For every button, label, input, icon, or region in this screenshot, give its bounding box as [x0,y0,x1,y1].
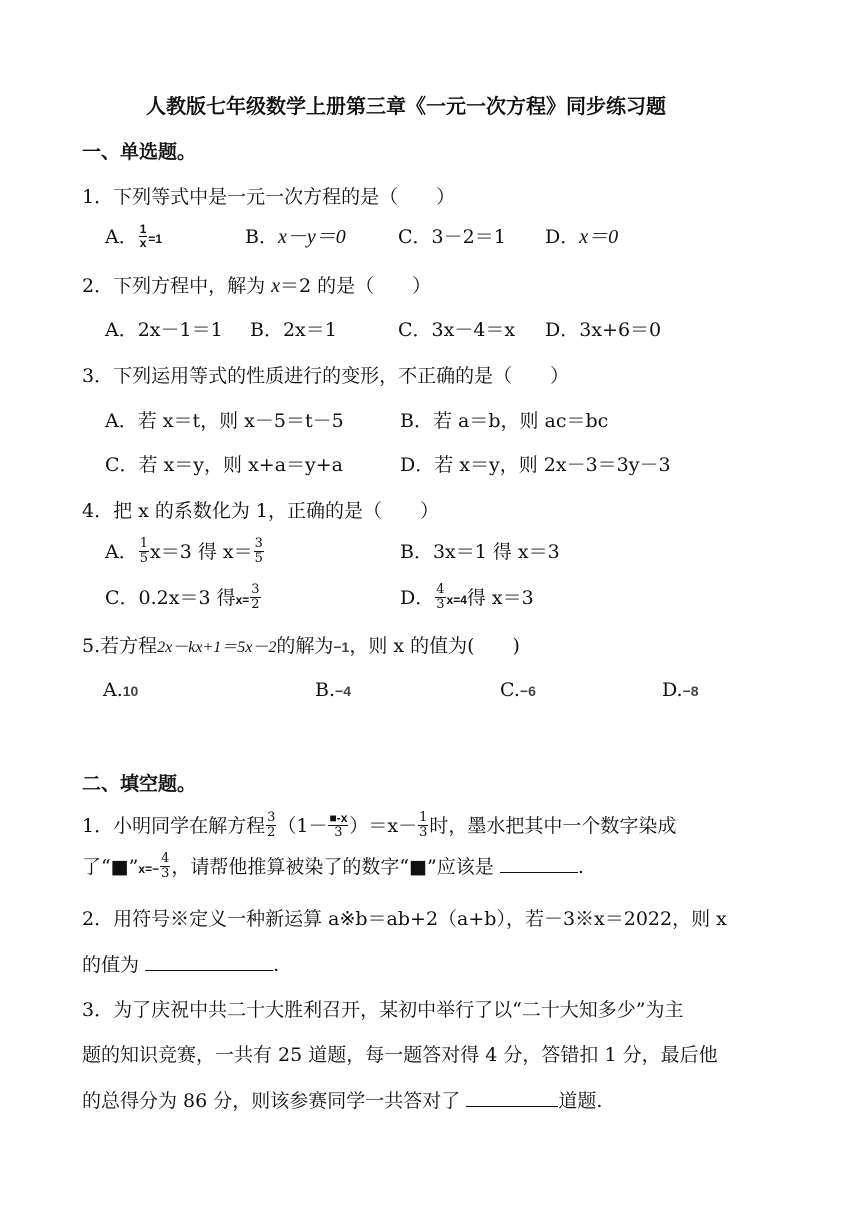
stem-text: 2．下列方程中，解为 [82,275,272,297]
numerator: ■-x [329,810,348,825]
variable: x= [235,593,250,607]
answer-blank[interactable] [466,1086,558,1107]
option-math: x－y＝0 [277,226,346,248]
numerator: 4 [161,850,170,866]
option-label: D. [662,679,683,701]
option-value: 10 [122,683,139,699]
numerator: 1 [419,809,428,825]
denominator: 3 [161,865,170,881]
fill-1-line-2 [82,852,584,883]
question-5-option-c [500,676,536,705]
option-label: B． [245,226,278,248]
fraction [266,811,276,840]
fraction [160,852,170,881]
fraction [254,537,264,566]
question-5-option-a [103,676,138,705]
fraction [250,583,260,612]
denominator: 3 [419,824,428,840]
section-heading-single-choice: 一、单选题。 [82,141,197,163]
question-4-option-b: B．3x＝1 得 x＝3 [400,541,560,563]
numerator: 4 [436,581,445,597]
stem-text: 5.若方程 [82,635,158,657]
fraction [139,223,148,250]
option-text: x＝3 得 x＝ [150,541,253,563]
question-2-option-b: B．2x＝1 [250,319,337,341]
option-value: −4 [335,683,351,699]
question-2-option-c: C．3x－4＝x [398,319,516,341]
fill-2-line-1: 2．用符号※定义一种新运算 a※b＝ab+2（a+b），若－3※x＝2022，则 x [82,908,727,930]
answer-blank[interactable] [500,852,578,873]
question-3-option-a: A．若 x＝t，则 x－5＝t－5 [105,410,344,432]
question-4-option-c [105,581,262,614]
option-value: −6 [519,683,536,699]
ink-fraction [328,811,348,840]
fill-3-line-2: 题的知识竞赛，一共有 25 道题，每一题答对得 4 分，答错扣 1 分，最后他 [82,1044,718,1066]
question-1-option-c: C．3－2＝1 [398,226,506,248]
question-1-option-b [245,223,346,251]
option-label: C．0.2x＝3 得 [105,587,236,609]
numerator: 3 [267,809,276,825]
stem-text: ，请帮他推算被染了的数字“■”应该是 [171,856,494,878]
stem-text: . [577,856,584,878]
question-1-option-d [545,223,618,251]
numerator: 1 [139,221,147,236]
question-5-stem [82,632,520,662]
page-title: 人教版七年级数学上册第三章《一元一次方程》同步练习题 [146,94,666,118]
equation: 2x－kx+1＝5x－2 [157,639,277,656]
variable: x=− [138,862,160,876]
denominator: 3 [334,824,343,840]
question-3-option-b: B．若 a＝b，则 ac＝bc [400,410,609,432]
denominator: x [139,235,147,250]
stem-text: 1．小明同学在解方程 [82,815,266,837]
stem-text: ＝2 的是（ ） [280,275,432,297]
fill-1-line-1 [82,809,677,842]
question-4-option-a [105,535,265,568]
question-1-option-a [105,223,162,253]
stem-text: . [273,954,280,976]
stem-text: 道题. [558,1090,603,1112]
stem-text: 的总得分为 86 分，则该参赛同学一共答对了 [82,1090,461,1112]
stem-text: ）＝x－ [349,815,418,837]
option-label: D． [400,587,435,609]
stem-text: ，则 x 的值为( ) [349,635,520,657]
option-math: x＝0 [579,226,619,248]
question-2-option-a: A．2x－1＝1 [105,319,223,341]
question-3-option-d: D．若 x＝y，则 2x－3＝3y－3 [400,454,671,476]
equation: x=4 [446,593,467,607]
option-label: A． [105,226,138,248]
question-2-stem [82,272,431,300]
numerator: 3 [251,581,260,597]
denominator: 2 [251,596,260,612]
denominator: 5 [254,550,263,566]
numerator: 1 [139,535,149,551]
denominator: 5 [139,550,149,566]
question-3-option-c: C．若 x＝y，则 x+a＝y+a [105,454,344,476]
fraction [435,583,445,612]
stem-text: 了“■” [82,856,139,878]
stem-text: 时，墨水把其中一个数字染成 [429,815,677,837]
stem-text: 的解为 [276,635,334,657]
question-4-stem: 4．把 x 的系数化为 1，正确的是（ ） [82,500,440,522]
option-label: A. [103,679,123,701]
denominator: 2 [267,824,276,840]
equation-tail: =1 [148,232,163,246]
question-2-option-d: D．3x+6＝0 [545,319,662,341]
option-label: A． [105,541,138,563]
numerator: 3 [254,535,263,551]
stem-text: 的值为 [82,954,140,976]
option-label: B. [315,679,336,701]
fill-3-line-1: 3．为了庆祝中共二十大胜利召开，某初中举行了以“二十大知多少”为主 [82,999,684,1021]
fraction [139,537,149,566]
fill-3-line-3 [82,1086,602,1115]
question-4-option-d [400,581,534,614]
denominator: 3 [436,596,445,612]
section-heading-fill-in: 二、填空题。 [82,773,197,795]
option-label: C. [500,679,520,701]
question-1-stem: 1．下列等式中是一元一次方程的是（ ） [82,186,456,208]
fraction [418,811,428,840]
stem-text: （1－ [277,815,328,837]
answer-blank[interactable] [145,950,273,971]
root-value: −1 [333,639,350,655]
question-3-stem: 3．下列运用等式的性质进行的变形，不正确的是（ ） [82,365,570,387]
variable: x [271,275,281,297]
fill-2-line-2 [82,950,279,979]
option-text: 得 x＝3 [466,587,534,609]
option-label: D． [545,226,580,248]
question-5-option-b [315,676,351,705]
question-5-option-d [662,676,699,705]
option-value: −8 [682,683,699,699]
